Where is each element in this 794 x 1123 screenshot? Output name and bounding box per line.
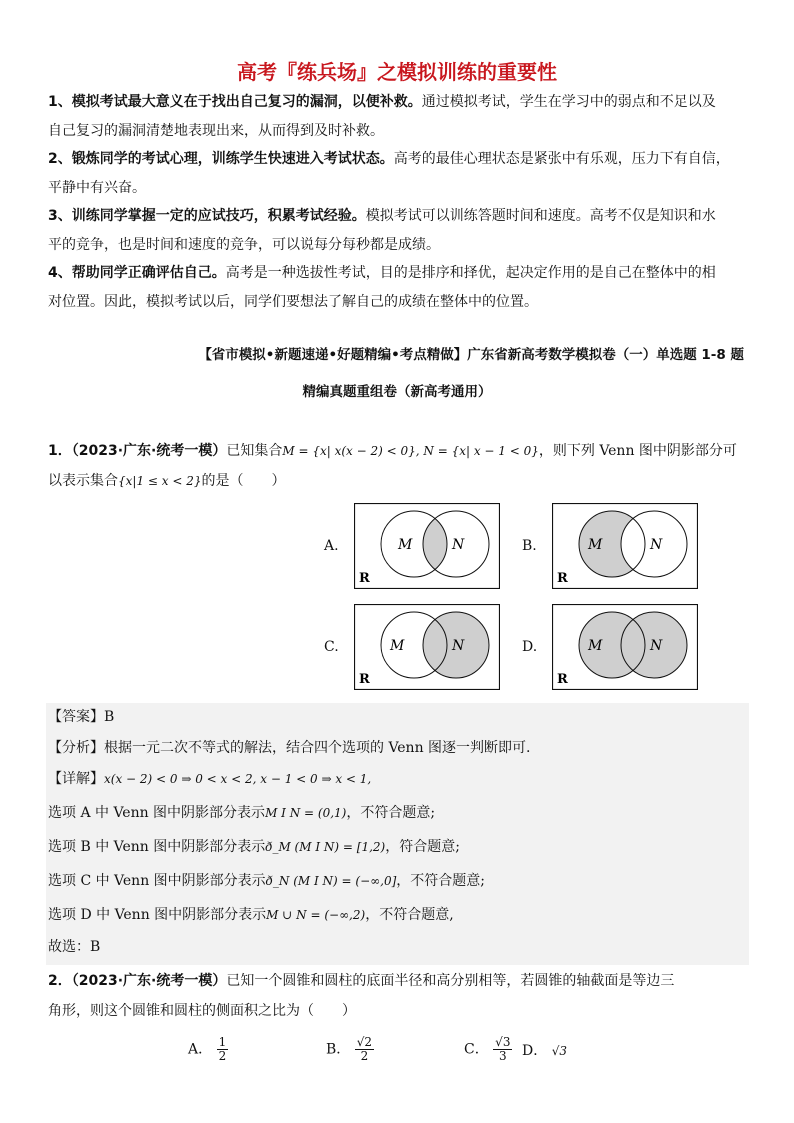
page-title: 高考『练兵场』之模拟训练的重要性	[237, 60, 557, 84]
explain-math: M I N = (0,1)	[265, 806, 347, 820]
explain-math: M ∪ N = (−∞,2)	[266, 908, 366, 922]
analysis-tag: 【分析】	[48, 740, 104, 756]
analysis-line	[48, 737, 531, 757]
option-a-explain	[48, 802, 435, 822]
q2-option-a	[188, 1036, 228, 1063]
explain-end: ，不符合题意;	[396, 873, 485, 889]
intro-text: 对位置。因此，模拟考试以后，同学们要想法了解自己的成绩在整体中的位置。	[48, 294, 538, 310]
venn-label-m: M	[588, 537, 603, 553]
intro-text: 高考的最佳心理状态是紧张中有乐观，压力下有自信，	[393, 151, 730, 167]
q2-option-b	[326, 1036, 374, 1063]
option-b-label: B.	[522, 538, 537, 554]
intro-item-3	[48, 202, 748, 260]
detail-math: x(x − 2) < 0 ⇒ 0 < x < 2, x − 1 < 0 ⇒ x < 1,	[104, 772, 372, 786]
analysis-text: 根据一元二次不等式的解法，结合四个选项的 Venn 图逐一判断即可.	[104, 740, 531, 756]
detail-line	[48, 768, 371, 788]
option-label: C．	[464, 1041, 489, 1058]
q2-option-d	[522, 1040, 567, 1060]
numerator: √3	[495, 1035, 511, 1049]
explain-end: ，符合题意;	[385, 839, 460, 855]
option-label: D．	[522, 1043, 548, 1059]
section-subtitle: 精编真题重组卷（新高考通用）	[302, 384, 492, 400]
venn-label-m: M	[398, 537, 413, 553]
intro-text: 平静中有兴奋。	[48, 180, 146, 196]
question-text: 角形，则这个圆锥和圆柱的侧面积之比为（ ）	[48, 1003, 356, 1019]
numerator: √2	[356, 1035, 373, 1049]
question-text: 已知集合	[226, 443, 283, 459]
intro-item-4	[48, 259, 748, 317]
explain-math: ð_M (M I N) = [1,2)	[265, 840, 386, 854]
question-1	[48, 436, 748, 496]
intro-lead: 3、训练同学掌握一定的应试技巧，积累考试经验。	[48, 208, 366, 224]
question-text: 以表示集合	[48, 473, 118, 489]
intro-item-2	[48, 145, 748, 203]
set-definition: M = {x| x(x − 2) < 0}, N = {x| x − 1 < 0}	[282, 444, 539, 458]
question-text: ，则下列 Venn 图中阴影部分可	[538, 443, 737, 459]
target-set: {x|1 ≤ x < 2}	[118, 474, 202, 488]
question-2	[48, 966, 748, 1026]
venn-option-d	[552, 604, 698, 690]
option-b-explain	[48, 836, 460, 856]
intro-text: 平的竞争，也是时间和速度的竞争，可以说每分每秒都是成绩。	[48, 237, 440, 253]
intro-item-1	[48, 88, 748, 146]
intro-lead: 4、帮助同学正确评估自己。	[48, 265, 226, 281]
intro-text: 模拟考试可以训练答题时间和速度。高考不仅是知识和水	[365, 208, 716, 224]
option-a-label: A.	[324, 538, 339, 554]
venn-label-r: R	[359, 672, 370, 687]
venn-option-a	[354, 503, 500, 589]
explain-end: ，不符合题意;	[346, 805, 436, 821]
venn-label-n: N	[452, 537, 465, 553]
fraction	[217, 1036, 229, 1063]
question-number: 1．	[48, 443, 72, 459]
fraction	[493, 1036, 512, 1063]
explain-math: ð_N (M I N) = (−∞,0]	[265, 874, 397, 888]
venn-option-c	[354, 604, 500, 690]
venn-label-n: N	[650, 537, 663, 553]
intro-lead: 1、模拟考试最大意义在于找出自己复习的漏洞，以便补救。	[48, 94, 422, 110]
section-banner: 【省市模拟•新题速递•好题精编•考点精做】广东省新高考数学模拟卷（一）单选题 1-8 题	[198, 347, 744, 363]
denominator: 2	[360, 1049, 369, 1063]
option-value: √3	[551, 1044, 567, 1058]
option-c-label: C.	[324, 639, 339, 655]
detail-tag: 【详解】	[48, 771, 104, 787]
venn-label-r: R	[557, 672, 568, 687]
question-source: （2023·广东·统考一模）	[71, 973, 227, 989]
option-d-explain	[48, 904, 454, 924]
venn-label-n: N	[650, 638, 663, 654]
venn-label-m: M	[588, 638, 603, 654]
denominator: 2	[218, 1049, 227, 1063]
answer-value: B	[104, 709, 115, 725]
intro-text: 通过模拟考试，学生在学习中的弱点和不足以及	[421, 94, 716, 110]
question-number: 2．	[48, 973, 72, 989]
explain-text: 选项 D 中 Venn 图中阴影部分表示	[48, 907, 267, 923]
denominator: 3	[498, 1049, 507, 1063]
numerator: 1	[218, 1035, 227, 1049]
explain-text: 选项 C 中 Venn 图中阴影部分表示	[48, 873, 266, 889]
fraction	[355, 1036, 374, 1063]
option-label: B．	[326, 1041, 351, 1058]
q2-option-c	[464, 1036, 512, 1063]
intro-lead: 2、锻炼同学的考试心理，训练学生快速进入考试状态。	[48, 151, 394, 167]
intro-text: 自己复习的漏洞清楚地表现出来，从而得到及时补救。	[48, 123, 384, 139]
answer-line	[48, 706, 114, 726]
question-source: （2023·广东·统考一模）	[71, 443, 227, 459]
venn-label-r: R	[557, 571, 568, 586]
venn-label-n: N	[452, 638, 465, 654]
option-label: A．	[188, 1041, 213, 1058]
answer-tag: 【答案】	[48, 709, 104, 725]
option-c-explain	[48, 870, 485, 890]
venn-label-m: M	[390, 638, 405, 654]
venn-label-r: R	[359, 571, 370, 586]
question-text: 的是（ ）	[201, 473, 286, 489]
explain-end: ，不符合题意,	[365, 907, 454, 923]
intro-text: 高考是一种选拔性考试，目的是排序和择优，起决定作用的是自己在整体中的相	[225, 265, 716, 281]
question-text: 已知一个圆锥和圆柱的底面半径和高分别相等，若圆锥的轴截面是等边三	[226, 973, 675, 989]
final-choice: 故选：B	[48, 939, 101, 955]
venn-option-b	[552, 503, 698, 589]
explain-text: 选项 B 中 Venn 图中阴影部分表示	[48, 839, 266, 855]
option-d-label: D.	[522, 639, 538, 655]
explain-text: 选项 A 中 Venn 图中阴影部分表示	[48, 805, 266, 821]
